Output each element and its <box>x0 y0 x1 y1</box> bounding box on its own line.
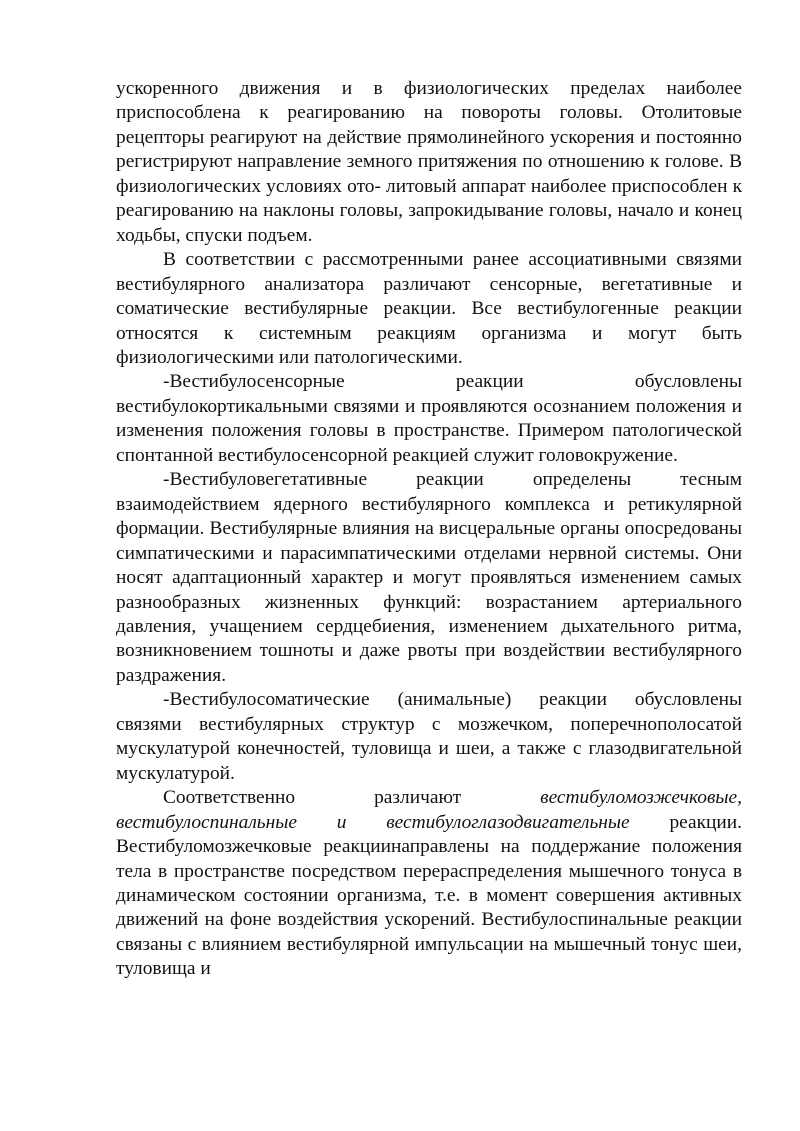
paragraph-2-text: В соответствии с рассмотренными ранее ассоциативными связями вестибулярного анализатора различают сенсорные, вегетативные и соматические вестибулярные реакции. Все вестибулогенные реакции относятся к системным реакциям организма и могут быть физиологическими или патологическими. <box>116 249 742 368</box>
paragraph-3 <box>116 370 742 468</box>
paragraph-5-text: -Вестибулосоматические (анимальные) реакции обусловлены связями вестибулярных структур с мозжечком, поперечнополосатой мускулатурой конечностей, туловища и шеи, а также с глазодвигательной мускулатурой. <box>116 689 742 784</box>
paragraph-1-text: ускоренного движения и в физиологических пределах наиболее приспособлена к реагированию на повороты головы. Отолитовые рецепторы реагируют на действие прямолинейного ускорения и постоянно регистрируют направление земного притяжения по отношению к голове. В физиологических условиях ото- литовый аппарат наиболее приспособлен к реагированию на наклоны головы, запрокидывание головы, начало и конец ходьбы, спуски подъем. <box>116 78 742 246</box>
paragraph-2 <box>116 248 742 370</box>
document-page <box>116 77 742 982</box>
paragraph-6-italic-terms: вестибуломозжечковые, вестибулоспинальные и вестибулоглазодвигательные <box>116 787 742 833</box>
paragraph-5 <box>116 688 742 786</box>
paragraph-4 <box>116 468 742 688</box>
paragraph-6-text-end: реакции. Вестибуломозжечковые реакциинаправлены на поддержание положения тела в пространстве посредством перераспределения мышечного тонуса в динамическом состоянии организма, т.е. в момент совершения активных движений на фоне воздействия ускорений. Вестибулоспинальные реакции связаны с влиянием вестибулярной импульсации на мышечный тонус шеи, туловища и <box>116 811 742 980</box>
paragraph-1 <box>116 77 742 248</box>
paragraph-6-text-start: Соответственно различают <box>163 787 541 809</box>
paragraph-3-text: -Вестибулосенсорные реакции обусловлены вестибулокортикальными связями и проявляются осознанием положения и изменения положения головы в пространстве. Примером патологической спонтанной вестибулосенсорной реакцией служит головокружение. <box>116 371 742 466</box>
paragraph-6 <box>116 786 742 982</box>
paragraph-4-text: -Вестибуловегетативные реакции определены тесным взаимодействием ядерного вестибулярного комплекса и ретикулярной формации. Вестибулярные влияния на висцеральные органы опосредованы симпатическими и парасимпатическими отделами нервной системы. Они носят адаптационный характер и могут проявляться изменением самых разнообразных жизненных функций: возрастанием артериального давления, учащением сердцебиения, изменением дыхательного ритма, возникновением тошноты и даже рвоты при воздействии вестибулярного раздражения. <box>116 469 742 686</box>
